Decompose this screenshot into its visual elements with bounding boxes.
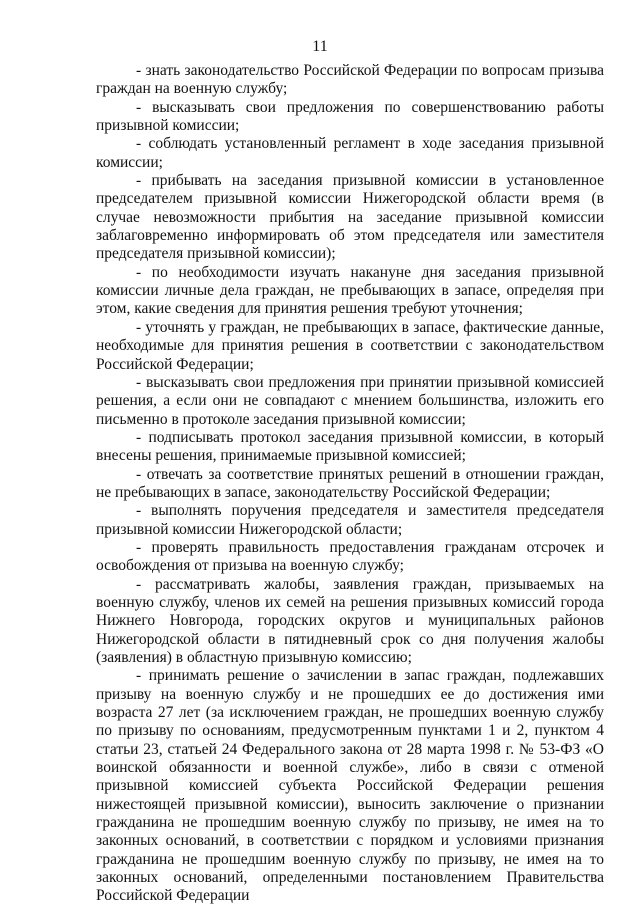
paragraph-observe-regulations: - соблюдать установленный регламент в ходе заседания призывной комиссии;: [96, 135, 604, 171]
paragraph-check-deferments: - проверять правильность предоставления гражданам отсрочек и освобождения от призыва на военную службу;: [96, 538, 604, 575]
paragraph-express-proposals: - высказывать свои предложения при принятии призывной комиссией решения, а если они не совпадают с мнением большинства, изложить его письменно в протоколе заседания призывной комиссии;: [96, 373, 604, 428]
paragraph-clarify-data: - уточнять у граждан, не пребывающих в запасе, фактические данные, необходимые для принятия решения в соответствии с законодательством Российской Федерации;: [96, 318, 604, 373]
paragraph-execute-instructions: - выполнять поручения председателя и заместителя председателя призывной комиссии Нижегородской области;: [96, 502, 604, 538]
paragraph-study-personal-files: - по необходимости изучать накануне дня заседания призывной комиссии личные дела граждан, не пребывающих в запасе, определяя при этом, какие сведения для принятия решения требуют уточнения;: [96, 263, 604, 318]
paragraph-attend-meetings: - прибывать на заседания призывной комиссии в установленное председателем призывной комиссии Нижегородской области время (в случае невозможности прибытия на заседание призывной комиссии заблаговременно информировать об этом председателя или заместителя председателя призывной комиссии);: [96, 172, 604, 263]
paragraph-sign-protocol: - подписывать протокол заседания призывной комиссии, в который внесены решения, принимаемые призывной комиссией;: [96, 428, 604, 465]
document-body: [96, 62, 604, 906]
paragraph-responsibility: - отвечать за соответствие принятых решений в отношении граждан, не пребывающих в запасе, законодательству Российской Федерации;: [96, 465, 604, 501]
page-number: 11: [312, 38, 328, 55]
paragraph-reserve-enlistment: - принимать решение о зачислении в запас граждан, подлежавших призыву на военную службу и не прошедших ее до достижения ими возраста 27 лет (за исключением граждан, не прошедших военную службу по призыву по основаниям, предусмотренным пунктами 1 и 2, пунктом 4 статьи 23, статьей 24 Федерального закона от 28 марта 1998 г. № 53-ФЗ «О воинской обязанности и военной службе», либо в связи с отменой призывной комиссией субъекта Российской Федерации решения нижестоящей призывной комиссии), выносить заключение о признании гражданина не прошедшим военную службу по призыву, не имея на то законных оснований, в соответствии с порядком и условиями признания гражданина не прошедшим военную службу по призыву, не имея на то законных оснований, определенными постановлением Правительства Российской Федерации: [96, 667, 604, 905]
paragraph-know-legislation: - знать законодательство Российской Федерации по вопросам призыва граждан на военную службу;: [96, 62, 604, 98]
paragraph-proposals-improvement: - высказывать свои предложения по совершенствованию работы призывной комиссии;: [96, 98, 604, 135]
paragraph-review-complaints: - рассматривать жалобы, заявления граждан, призываемых на военную службу, членов их семей на решения призывных комиссий города Нижнего Новгорода, городских округов и муниципальных районов Нижегородской области в пятидневный срок со дня получения жалобы (заявления) в областную призывную комиссию;: [96, 575, 604, 666]
